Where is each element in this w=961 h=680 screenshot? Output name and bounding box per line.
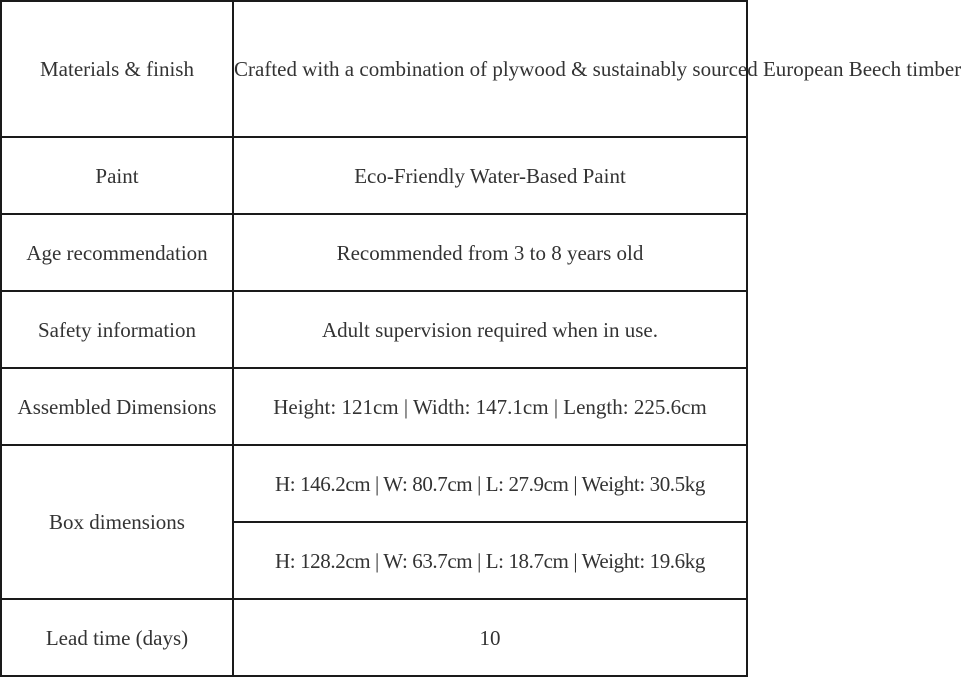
spec-value-lead-time: 10 [233,599,747,676]
table-row [1,1,747,137]
spec-label-age: Age recommendation [1,214,233,291]
table-row [1,368,747,445]
spec-label-paint: Paint [1,137,233,214]
spec-value-box-2: H: 128.2cm | W: 63.7cm | L: 18.7cm | Weight: 19.6kg [233,522,747,599]
table-row [1,445,747,522]
spec-value-materials: Crafted with a combination of plywood & sustainably sourced European Beech timber [233,1,747,137]
spec-value-safety: Adult supervision required when in use. [233,291,747,368]
spec-value-box-1: H: 146.2cm | W: 80.7cm | L: 27.9cm | Weight: 30.5kg [233,445,747,522]
spec-label-box: Box dimensions [1,445,233,599]
table-row [1,214,747,291]
spec-label-materials: Materials & finish [1,1,233,137]
spec-value-paint: Eco-Friendly Water-Based Paint [233,137,747,214]
table-row [1,137,747,214]
spec-value-age: Recommended from 3 to 8 years old [233,214,747,291]
spec-value-assembled: Height: 121cm | Width: 147.1cm | Length: 225.6cm [233,368,747,445]
spec-label-safety: Safety information [1,291,233,368]
spec-label-assembled: Assembled Dimensions [1,368,233,445]
spec-label-lead-time: Lead time (days) [1,599,233,676]
table-row [1,599,747,676]
table-row [1,291,747,368]
